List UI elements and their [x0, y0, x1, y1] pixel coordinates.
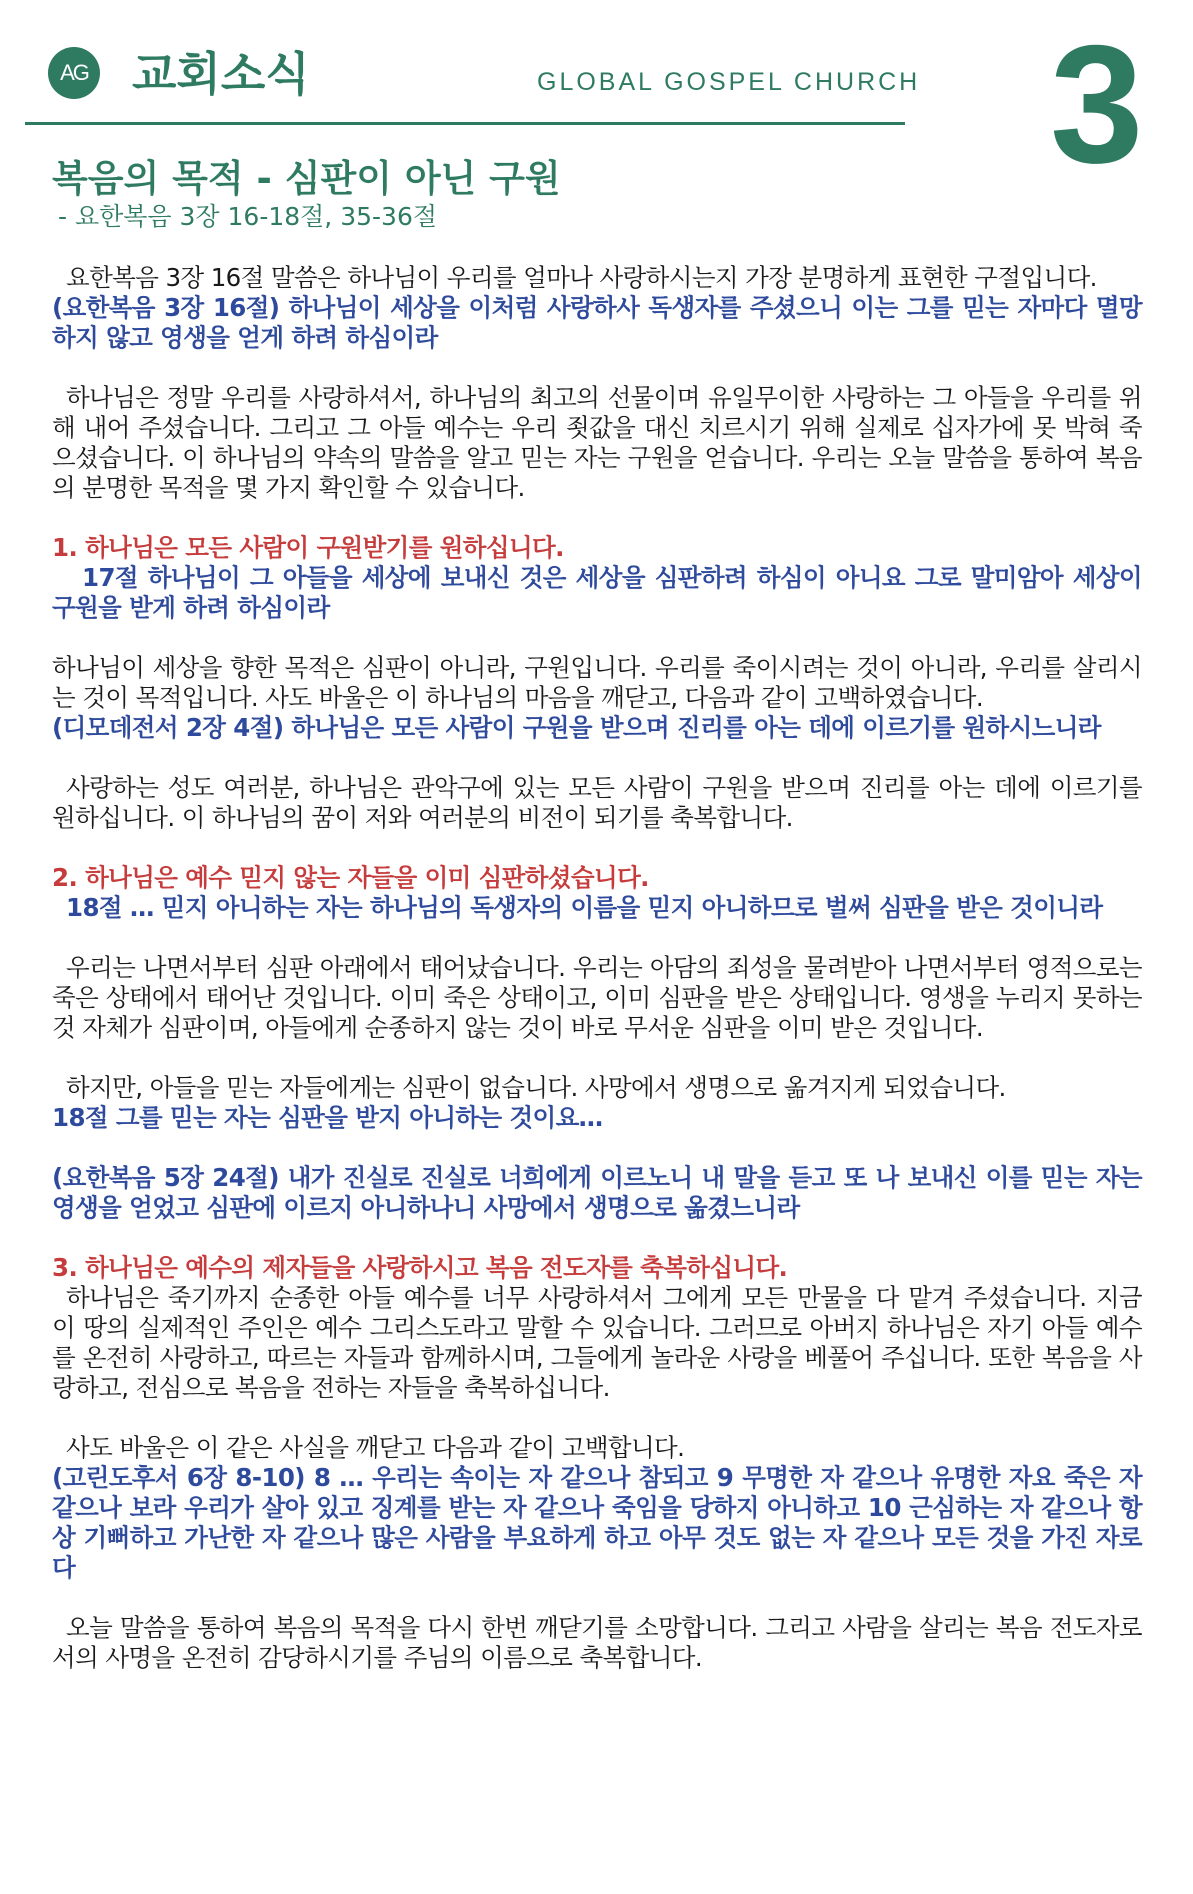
- paragraph-gap: [52, 1133, 1142, 1163]
- body-paragraph: 하나님은 죽기까지 순종한 아들 예수를 너무 사랑하셔서 그에게 모든 만물을 다 맡겨 주셨습니다. 지금 이 땅의 실제적인 주인은 예수 그리스도라고 말할 수 있습니다. 그러므로 아버지 하나님은 자기 아들 예수를 온전히 사랑하고, 따르는 자들과 함께하시며, 그들에게 놀라운 사랑을 베풀어 주십니다. 또한 복음을 사랑하고, 전심으로 복음을 전하는 자들을 축복하십니다.: [52, 1283, 1142, 1402]
- section-heading: 1. 하나님은 모든 사람이 구원받기를 원하십니다.: [52, 533, 564, 562]
- church-logo: AG: [48, 47, 100, 99]
- paragraph-gap: [52, 923, 1142, 953]
- body-paragraph: 사도 바울은 이 같은 사실을 깨닫고 다음과 같이 고백합니다.: [66, 1433, 685, 1462]
- body-paragraph: 사랑하는 성도 여러분, 하나님은 관악구에 있는 모든 사람이 구원을 받으며 진리를 아는 데에 이르기를 원하십니다. 이 하나님의 꿈이 저와 여러분의 비전이 되기를 축복합니다.: [52, 773, 1142, 832]
- sermon-reference: - 요한복음 3장 16-18절, 35-36절: [58, 202, 437, 231]
- sermon-body: [52, 263, 1142, 1673]
- section-heading: 3. 하나님은 예수의 제자들을 사랑하시고 복음 전도자를 축복하십니다.: [52, 1253, 788, 1282]
- scripture-quote: 17절 하나님이 그 아들을 세상에 보내신 것은 세상을 심판하려 하심이 아니요 그로 말미암아 세상이 구원을 받게 하려 하심이라: [52, 563, 1142, 622]
- scripture-quote: (요한복음 5장 24절) 내가 진실로 진실로 너희에게 이르노니 내 말을 듣고 또 나 보내신 이를 믿는 자는 영생을 얻었고 심판에 이르지 아니하나니 사망에서 생명으로 옮겼느니라: [52, 1163, 1142, 1222]
- paragraph-gap: [52, 833, 1142, 863]
- paragraph-gap: [52, 623, 1142, 653]
- sermon-title: 복음의 목적 - 심판이 아닌 구원: [52, 157, 561, 200]
- paragraph-gap: [52, 353, 1142, 383]
- body-paragraph: 우리는 나면서부터 심판 아래에서 태어났습니다. 우리는 아담의 죄성을 물려받아 나면서부터 영적으로는 죽은 상태에서 태어난 것입니다. 이미 죽은 상태이고, 이미 심판을 받은 상태입니다. 영생을 누리지 못하는 것 자체가 심판이며, 아들에게 순종하지 않는 것이 바로 무서운 심판을 이미 받은 것입니다.: [52, 953, 1142, 1042]
- scripture-quote: (요한복음 3장 16절) 하나님이 세상을 이처럼 사랑하사 독생자를 주셨으니 이는 그를 믿는 자마다 멸망하지 않고 영생을 얻게 하려 하심이라: [52, 293, 1142, 352]
- paragraph-gap: [52, 1223, 1142, 1253]
- body-paragraph: 하지만, 아들을 믿는 자들에게는 심판이 없습니다. 사망에서 생명으로 옮겨지게 되었습니다.: [66, 1073, 1006, 1102]
- body-paragraph: 하나님은 정말 우리를 사랑하셔서, 하나님의 최고의 선물이며 유일무이한 사랑하는 그 아들을 우리를 위해 내어 주셨습니다. 그리고 그 아들 예수는 우리 죗값을 대신 치르시기 위해 실제로 십자가에 못 박혀 죽으셨습니다. 이 하나님의 약속의 말씀을 알고 믿는 자는 구원을 얻습니다. 우리는 오늘 말씀을 통하여 복음의 분명한 목적을 몇 가지 확인할 수 있습니다.: [52, 383, 1142, 502]
- paragraph-gap: [52, 1043, 1142, 1073]
- scripture-quote: 18절 그를 믿는 자는 심판을 받지 아니하는 것이요…: [52, 1103, 603, 1132]
- church-name: GLOBAL GOSPEL CHURCH: [537, 68, 921, 96]
- header-title: 교회소식: [132, 47, 310, 101]
- header-divider: [25, 122, 905, 125]
- paragraph-gap: [52, 1583, 1142, 1613]
- scripture-quote: (고린도후서 6장 8-10) 8 … 우리는 속이는 자 같으나 참되고 9 무명한 자 같으나 유명한 자요 죽은 자 같으나 보라 우리가 살아 있고 징계를 받는 자 같으나 죽임을 당하지 아니하고 10 근심하는 자 같으나 항상 기뻐하고 가난한 자 같으나 많은 사람을 부요하게 하고 아무 것도 없는 자 같으나 모든 것을 가진 자로다: [52, 1463, 1142, 1582]
- body-paragraph: 오늘 말씀을 통하여 복음의 목적을 다시 한번 깨닫기를 소망합니다. 그리고 사람을 살리는 복음 전도자로서의 사명을 온전히 감당하시기를 주님의 이름으로 축복합니다.: [52, 1613, 1142, 1672]
- paragraph-gap: [52, 743, 1142, 773]
- paragraph-gap: [52, 503, 1142, 533]
- scripture-quote: 18절 … 믿지 아니하는 자는 하나님의 독생자의 이름을 믿지 아니하므로 벌써 심판을 받은 것이니라: [66, 893, 1103, 922]
- body-paragraph: 요한복음 3장 16절 말씀은 하나님이 우리를 얼마나 사랑하시는지 가장 분명하게 표현한 구절입니다.: [66, 263, 1097, 292]
- body-paragraph: 하나님이 세상을 향한 목적은 심판이 아니라, 구원입니다. 우리를 죽이시려는 것이 아니라, 우리를 살리시는 것이 목적입니다. 사도 바울은 이 하나님의 마음을 깨닫고, 다음과 같이 고백하였습니다.: [52, 653, 1142, 712]
- issue-number: 3: [1050, 10, 1144, 198]
- section-heading: 2. 하나님은 예수 믿지 않는 자들을 이미 심판하셨습니다.: [52, 863, 649, 892]
- scripture-quote: (디모데전서 2장 4절) 하나님은 모든 사람이 구원을 받으며 진리를 아는 데에 이르기를 원하시느니라: [52, 713, 1101, 742]
- paragraph-gap: [52, 1403, 1142, 1433]
